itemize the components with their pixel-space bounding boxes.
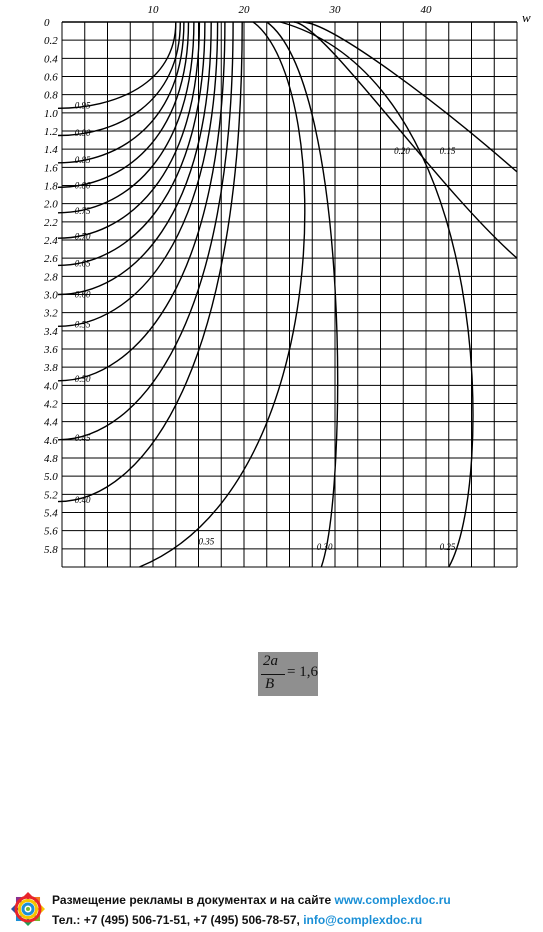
curve-label: 0.15 xyxy=(439,145,456,156)
x-tick-label: 40 xyxy=(420,4,432,16)
curve-0.90 xyxy=(58,22,180,136)
y-tick-label: 0.2 xyxy=(44,35,58,48)
chart-grid xyxy=(62,22,517,567)
y-tick-label: 5.6 xyxy=(44,525,58,538)
y-tick-label: 3.2 xyxy=(44,307,58,320)
formula-denominator: B xyxy=(265,676,275,692)
curve-0.95 xyxy=(58,22,176,108)
y-tick-label: 5.4 xyxy=(44,507,58,520)
y-tick-label: 4.8 xyxy=(44,453,58,465)
y-tick-label: 4.6 xyxy=(44,434,58,447)
y-tick-label: 1.4 xyxy=(44,144,58,157)
y-tick-label: 0.8 xyxy=(44,89,58,102)
complexdoc-logo-icon xyxy=(10,891,46,927)
curve-0.85 xyxy=(58,22,184,166)
footer-site-link[interactable]: www.complexdoc.ru xyxy=(334,893,451,907)
curve-label: 0.35 xyxy=(198,536,215,547)
footer-email-link[interactable]: info@complexdoc.ru xyxy=(303,913,423,927)
curve-labels xyxy=(75,101,456,552)
y-tick-label: 5.0 xyxy=(44,471,58,484)
x-tick-labels xyxy=(148,4,433,16)
fraction-bar xyxy=(261,674,285,675)
y-tick-label: 2.2 xyxy=(44,216,58,229)
footer-phone-line xyxy=(52,913,422,927)
ratio-formula xyxy=(258,652,318,696)
y-tick-label: 3.0 xyxy=(44,289,58,302)
footer-phone-text: Тел.: +7 (495) 506-71-51, +7 (495) 506-78-57, xyxy=(52,913,304,927)
curve-label: 0.90 xyxy=(74,127,91,138)
curve-label: 0.65 xyxy=(74,258,91,269)
x-axis-label: w xyxy=(522,10,531,25)
footer-ad-text: Размещение рекламы в документах и на сайте xyxy=(52,893,335,907)
curve-label: 0.30 xyxy=(316,542,333,553)
y-tick-label: 2.6 xyxy=(44,253,58,266)
curve-label: 0.25 xyxy=(439,542,456,553)
footer-ad-line xyxy=(52,893,451,907)
curve-label: 0.80 xyxy=(74,180,91,191)
curve-0.20 xyxy=(294,22,517,258)
curve-label: 0.85 xyxy=(74,155,91,166)
y-tick-label: 5.8 xyxy=(44,543,58,556)
y-tick-label: 4.2 xyxy=(44,398,58,411)
x-tick-label: 10 xyxy=(147,4,159,16)
curve-label: 0.20 xyxy=(394,145,410,156)
formula-value: = 1,6 xyxy=(287,664,318,680)
curve-label: 0.50 xyxy=(74,373,91,384)
y-tick-label: 0 xyxy=(44,17,50,29)
y-tick-label: 1.8 xyxy=(44,180,58,193)
y-tick-labels xyxy=(43,17,58,556)
y-tick-label: 5.2 xyxy=(44,489,58,502)
y-tick-label: 3.8 xyxy=(44,362,58,375)
curve-label: 0.40 xyxy=(74,494,91,505)
y-tick-label: 2.4 xyxy=(44,235,58,247)
x-tick-label: 30 xyxy=(329,4,341,16)
y-tick-label: 4.0 xyxy=(44,380,58,393)
y-tick-label: 0.4 xyxy=(44,53,58,66)
curve-label: 0.45 xyxy=(74,433,91,444)
y-tick-label: 2.8 xyxy=(44,271,58,284)
y-tick-label: 2.0 xyxy=(44,198,58,211)
curve-0.55 xyxy=(58,22,218,326)
x-tick-label: 20 xyxy=(238,4,250,16)
curve-label: 0.75 xyxy=(74,205,91,216)
formula-numerator: 2a xyxy=(263,653,278,669)
footer xyxy=(0,884,543,932)
curve-label: 0.55 xyxy=(74,319,91,330)
y-tick-label: 3.4 xyxy=(44,325,58,338)
y-tick-label: 4.4 xyxy=(44,416,58,429)
y-tick-label: 3.6 xyxy=(44,344,58,356)
y-tick-label: 1.6 xyxy=(44,162,58,175)
curve-label: 0.95 xyxy=(74,100,91,111)
curve-label: 0.60 xyxy=(74,289,91,300)
y-tick-label: 0.6 xyxy=(44,71,58,84)
curve-label: 0.70 xyxy=(74,231,91,242)
y-tick-label: 1.0 xyxy=(44,107,58,120)
y-tick-label: 1.2 xyxy=(44,126,58,138)
